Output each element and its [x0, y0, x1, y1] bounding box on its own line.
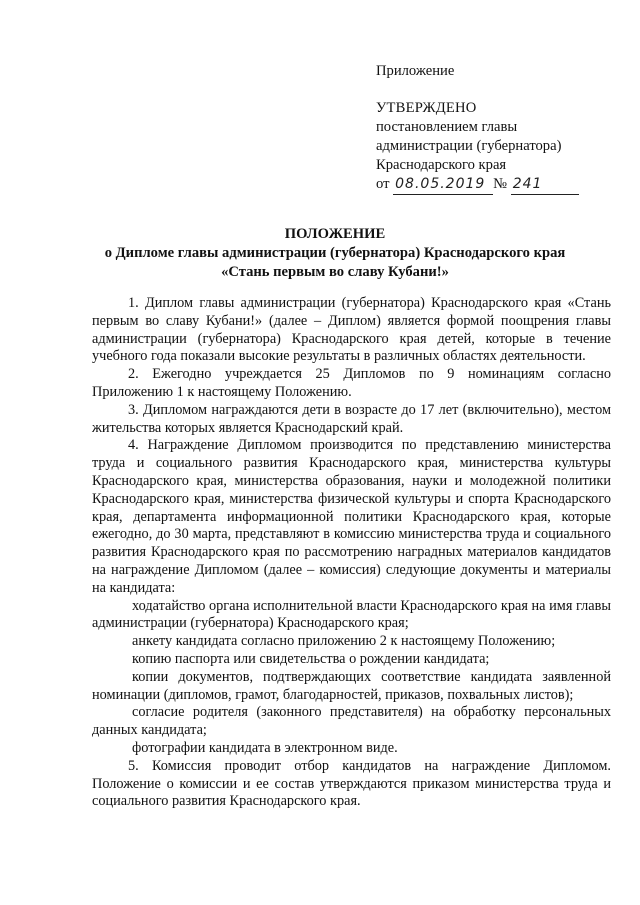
number-prefix: №	[493, 176, 508, 192]
paragraph-1: 1. Диплом главы администрации (губернатора) Краснодарского края «Стань первым во славу Кубани!» (далее – Диплом) является формой поощрения главы администрации (губернатора) Краснодарского края детей, которые в течение учебного года показали высокие результаты в различных областях деятельности.	[92, 295, 611, 365]
title-line-2: «Стань первым во славу Кубани!»	[221, 264, 449, 280]
title-line-1: о Дипломе главы администрации (губернатора) Краснодарского края	[104, 245, 566, 261]
appendix-label: Приложение	[376, 63, 455, 79]
paragraph-3: 3. Дипломом награждаются дети в возрасте до 17 лет (включительно), местом жительства которых является Краснодарский край.	[92, 401, 611, 436]
list-item-consent: согласие родителя (законного представителя) на обработку персональных данных кандидата;	[92, 704, 611, 739]
paragraph-2: 2. Ежегодно учреждается 25 Дипломов по 9 номинациям согласно Приложению 1 к настоящему Положению.	[92, 366, 611, 400]
list-item-questionnaire: анкету кандидата согласно приложению 2 к настоящему Положению;	[132, 633, 556, 650]
handwritten-number: 241	[511, 175, 579, 195]
document-body	[92, 295, 611, 811]
approval-stamp	[376, 62, 626, 195]
list-item-petition: ходатайство органа исполнительной власти Краснодарского края на имя главы администрации (губернатора) Краснодарского края;	[92, 597, 611, 632]
date-prefix: от	[376, 176, 390, 192]
approval-line-3: Краснодарского края	[376, 157, 507, 173]
title-heading: ПОЛОЖЕНИЕ	[284, 226, 386, 242]
approval-date-line	[376, 175, 626, 195]
document-title	[60, 225, 610, 282]
approval-line-2: администрации (губернатора)	[376, 138, 562, 154]
list-item-passport: копию паспорта или свидетельства о рождении кандидата;	[132, 650, 490, 667]
approval-line-1: постановлением главы	[376, 119, 518, 135]
paragraph-4: 4. Награждение Дипломом производится по представлению министерства труда и социального развития Краснодарского края, министерства культуры Краснодарского края, министерства образования, науки и молодежной политики Краснодарского края, министерства физической культуры и спорта Краснодарского края, департамента информационной политики Краснодарского края, которые ежегодно, до 30 марта, представляют в комиссию министерства труда и социального развития Краснодарского края по рассмотрению наградных материалов кандидатов на награждение Дипломом (далее – комиссия) следующие документы и материалы на кандидата:	[92, 437, 611, 596]
list-item-photos: фотографии кандидата в электронном виде.	[132, 739, 398, 756]
handwritten-date: 08.05.2019	[393, 175, 493, 195]
list-item-documents: копии документов, подтверждающих соответствие кандидата заявленной номинации (дипломов, грамот, благодарностей, приказов, похвальных листов);	[92, 668, 611, 703]
approved-label: УТВЕРЖДЕНО	[376, 100, 477, 116]
paragraph-5: 5. Комиссия проводит отбор кандидатов на награждение Дипломом. Положение о комиссии и ее состав утверждаются приказом министерства труда и социального развития Краснодарского края.	[92, 757, 611, 810]
